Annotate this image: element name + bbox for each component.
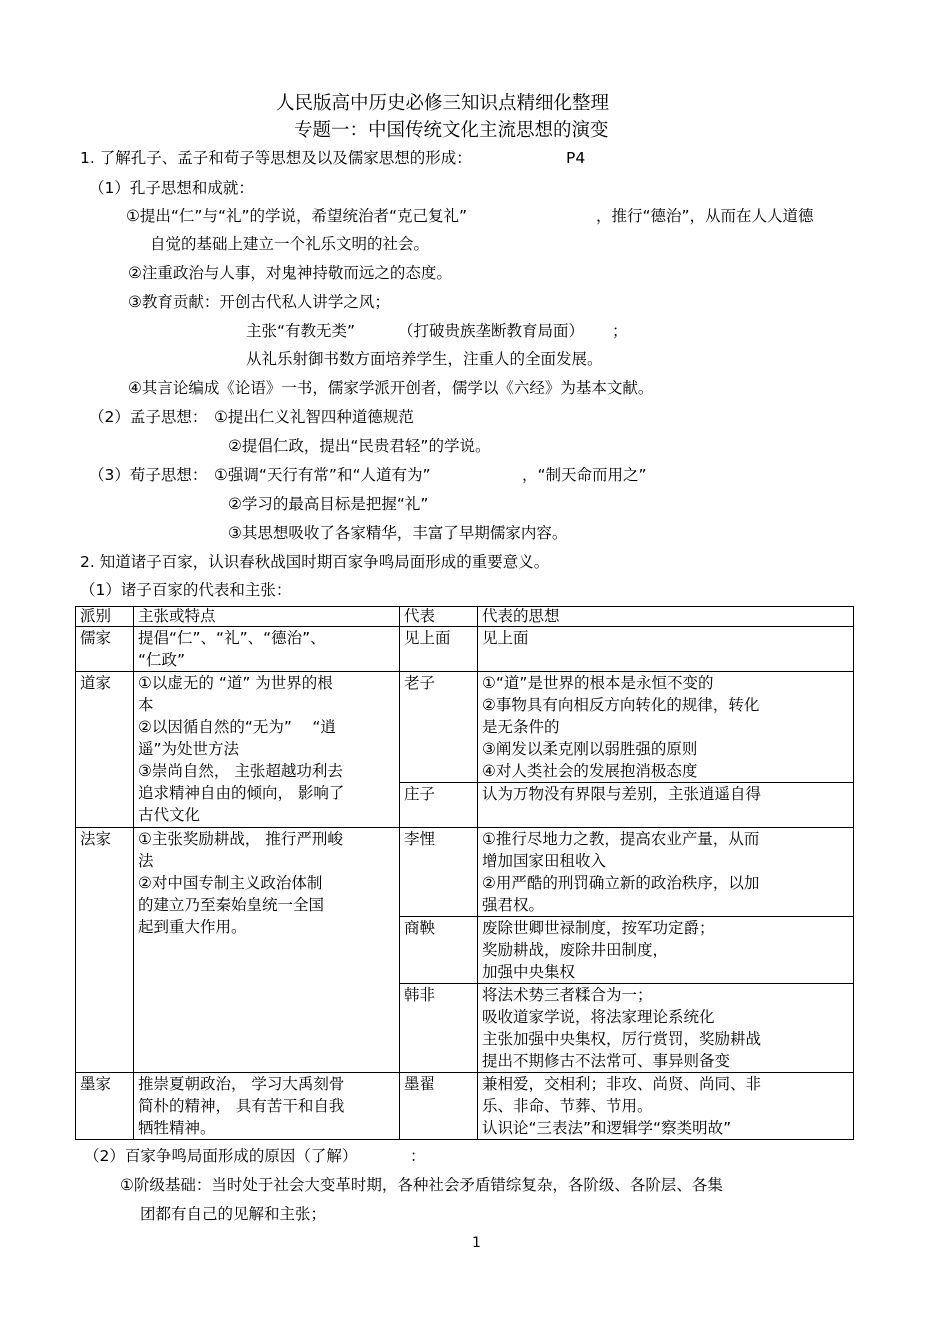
page-number: 1 — [472, 1235, 481, 1251]
document-title: 人民版高中历史必修三知识点精细化整理 — [276, 93, 610, 114]
representative-thought: 认为万物没有界限与差别，主张逍遥自得 — [478, 783, 854, 828]
representative-thought: 兼相爱，交相利；非攻、尚贤、尚同、非 乐、非命、节葬、节用。 认识论“三表法”和逻辑学“察类明故” — [478, 1073, 854, 1140]
school-representative: 见上面 — [400, 627, 478, 672]
schools-table — [75, 606, 854, 1140]
confucius-item-2: ②注重政治与人事，对鬼神持敬而远之的态度。 — [128, 264, 452, 282]
school-name: 道家 — [76, 672, 134, 828]
table-row-taoism — [76, 672, 854, 783]
causes-item-1b: 团都有自己的见解和主张； — [140, 1205, 327, 1223]
school-representative: 墨翟 — [400, 1073, 478, 1140]
xunzi-heading: （3）荀子思想： — [89, 466, 208, 484]
school-claims: ①主张奖励耕战， 推行严刑峻 法 ②对中国专制主义政治体制 的建立乃至秦始皇统一全国 起到重大作用。 — [134, 828, 400, 1073]
confucius-item-3: ③教育贡献：开创古代私人讲学之风； — [128, 293, 390, 311]
confucius-item-3d: 从礼乐射御书数方面培养学生，注重人的全面发展。 — [246, 350, 603, 368]
section-1-page-ref: P4 — [566, 149, 586, 167]
representative-thought: 废除世卿世禄制度，按军功定爵； 奖励耕战，废除井田制度， 加强中央集权 — [478, 917, 854, 984]
school-claims: 提倡“仁”、“礼”、“德治”、 “仁政” — [134, 627, 400, 672]
table-row-confucianism — [76, 627, 854, 672]
representative-thought: ①“道”是世界的根本是永恒不变的 ②事物具有向相反方向转化的规律，转化 是无条件的 ③阐发以柔克刚以弱胜强的原则 ④对人类社会的发展抱消极态度 — [478, 672, 854, 783]
confucius-heading: （1）孔子思想和成就： — [89, 179, 254, 197]
table-row-mohism — [76, 1073, 854, 1140]
column-header: 代表 — [400, 607, 478, 627]
section-2-heading: 2. 知道诸子百家，认识春秋战国时期百家争鸣局面形成的重要意义。 — [80, 553, 550, 571]
xunzi-item-1a: ①强调“天行有常”和“人道有为” — [214, 466, 431, 484]
school-representative: 商鞅 — [400, 917, 478, 984]
section-1-heading: 1. 了解孔子、孟子和荀子等思想及以及儒家思想的形成： — [80, 149, 472, 167]
confucius-item-1a: ①提出“仁”与“礼”的学说，希望统治者“克己复礼” — [126, 207, 468, 225]
school-representative: 庄子 — [400, 783, 478, 828]
hundred-schools-causes-colon: ： — [410, 1147, 426, 1165]
confucius-item-3a: 主张“有教无类” — [246, 322, 356, 340]
school-claims: ①以虚无的 “道” 为世界的根 本 ②以因循自然的“无为” “逍 遥”为处世方法 ③崇尚自然， 主张超越功利去 追求精神自由的倾向， 影响了 古代文化 — [134, 672, 400, 828]
table-row-legalism — [76, 828, 854, 917]
school-name: 儒家 — [76, 627, 134, 672]
representative-thought: 见上面 — [478, 627, 854, 672]
confucius-item-1c: 自觉的基础上建立一个礼乐文明的社会。 — [150, 235, 430, 253]
school-representative: 老子 — [400, 672, 478, 783]
confucius-item-3c: ； — [612, 322, 628, 340]
column-header: 代表的思想 — [478, 607, 854, 627]
column-header: 派别 — [76, 607, 134, 627]
confucius-item-3b: （打破贵族垄断教育局面） — [398, 322, 585, 340]
confucius-item-1b: ，推行“德治”，从而在人人道德 — [596, 207, 814, 225]
representative-thought: 将法术势三者糅合为一； 吸收道家学说，将法家理论系统化 主张加强中央集权，厉行赏罚，奖励耕战 提出不期修古不法常可、事异则备变 — [478, 984, 854, 1073]
xunzi-item-2: ②学习的最高目标是把握“礼” — [228, 495, 429, 513]
schools-table-heading: （1）诸子百家的代表和主张： — [80, 581, 292, 599]
column-header: 主张或特点 — [134, 607, 400, 627]
hundred-schools-causes-heading: （2）百家争鸣局面形成的原因（了解） — [84, 1147, 358, 1165]
causes-item-1a: ①阶级基础：当时处于社会大变革时期，各种社会矛盾错综复杂，各阶级、各阶层、各集 — [120, 1176, 723, 1194]
school-name: 法家 — [76, 828, 134, 1073]
school-representative: 韩非 — [400, 984, 478, 1073]
confucius-item-4: ④其言论编成《论语》一书，儒家学派开创者，儒学以《六经》为基本文献。 — [128, 379, 654, 397]
xunzi-item-3: ③其思想吸收了各家精华，丰富了早期儒家内容。 — [228, 524, 568, 542]
school-representative: 李悝 — [400, 828, 478, 917]
mencius-item-2: ②提倡仁政，提出“民贵君轻”的学说。 — [228, 437, 491, 455]
document-subtitle: 专题一：中国传统文化主流思想的演变 — [294, 120, 609, 141]
xunzi-item-1b: ，“制天命而用之” — [522, 466, 647, 484]
mencius-heading: （2）孟子思想： — [89, 408, 208, 426]
mencius-item-1: ①提出仁义礼智四种道德规范 — [214, 408, 414, 426]
table-header-row — [76, 607, 854, 627]
school-claims: 推崇夏朝政治， 学习大禹刻骨 简朴的精神， 具有苦干和自我 牺牲精神。 — [134, 1073, 400, 1140]
representative-thought: ①推行尽地力之教，提高农业产量，从而 增加国家田租收入 ②用严酷的刑罚确立新的政治秩序，以加 强君权。 — [478, 828, 854, 917]
school-name: 墨家 — [76, 1073, 134, 1140]
